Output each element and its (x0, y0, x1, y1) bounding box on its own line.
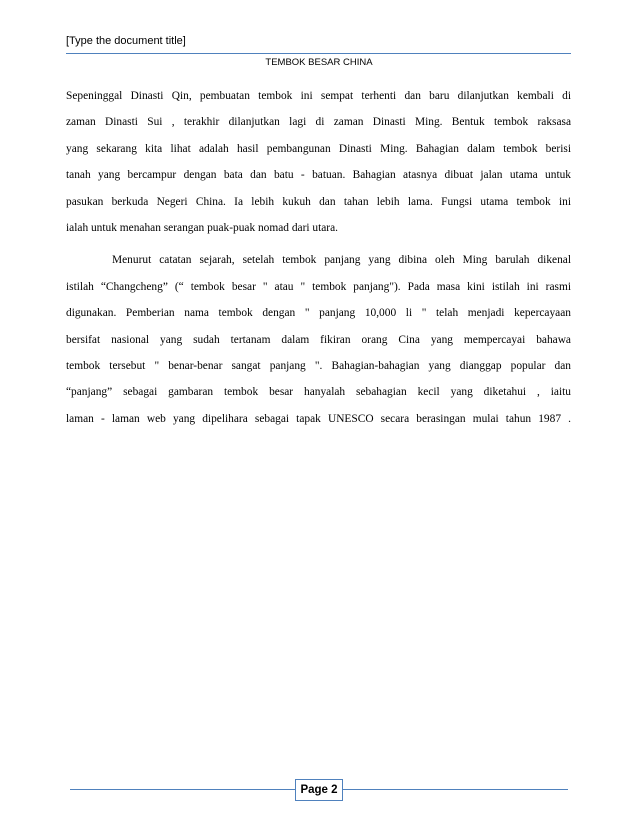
paragraph-line: tembok tersebut " benar-benar sangat panjang ". Bahagian-bahagian yang dianggap popular dan (66, 359, 571, 372)
document-body (66, 83, 571, 432)
paragraph-1 (66, 83, 571, 241)
paragraph-line: istilah “Changcheng” (“ tembok besar " atau " tembok panjang"). Pada masa kini istilah ini rasmi (66, 280, 571, 293)
paragraph-2 (66, 247, 571, 432)
paragraph-line: ialah untuk menahan serangan puak-puak nomad dari utara. (66, 221, 339, 234)
document-heading: TEMBOK BESAR CHINA (265, 57, 373, 68)
paragraph-line: digunakan. Pemberian nama tembok dengan " panjang 10,000 li " telah menjadi kepercayaan (66, 307, 571, 320)
paragraph-line: zaman Dinasti Sui , terakhir dilanjutkan lagi di zaman Dinasti Ming. Bentuk tembok raksasa (66, 116, 571, 129)
paragraph-line: tanah yang bercampur dengan bata dan batu - batuan. Bahagian atasnya dibuat jalan utama untuk (66, 169, 571, 182)
header-divider (66, 53, 571, 54)
paragraph-line: Sepeninggal Dinasti Qin, pembuatan tembok ini sempat terhenti dan baru dilanjutkan kembali di (66, 90, 571, 102)
page-number: Page 2 (295, 779, 343, 801)
header-title: [Type the document title] (66, 35, 186, 47)
paragraph-line: yang sekarang kita lihat adalah hasil pembangunan Dinasti Ming. Bahagian dalam tembok berisi (66, 142, 571, 155)
paragraph-line: bersifat nasional yang sudah tertanam dalam fikiran orang Cina yang mempercayai bahawa (66, 333, 571, 346)
footer-divider-left (70, 789, 295, 790)
paragraph-line: pasukan berkuda Negeri China. Ia lebih kukuh dan tahan lebih lama. Fungsi utama tembok ini (66, 195, 571, 208)
footer-divider-right (343, 789, 568, 790)
paragraph-line: “panjang” sebagai gambaran tembok besar hanyalah sebahagian kecil yang diketahui , iaitu (66, 386, 571, 399)
paragraph-line: Menurut catatan sejarah, setelah tembok panjang yang dibina oleh Ming barulah dikenal (112, 254, 571, 267)
paragraph-line: laman - laman web yang dipelihara sebagai tapak UNESCO secara berasingan mulai tahun 1987 . (66, 412, 571, 425)
